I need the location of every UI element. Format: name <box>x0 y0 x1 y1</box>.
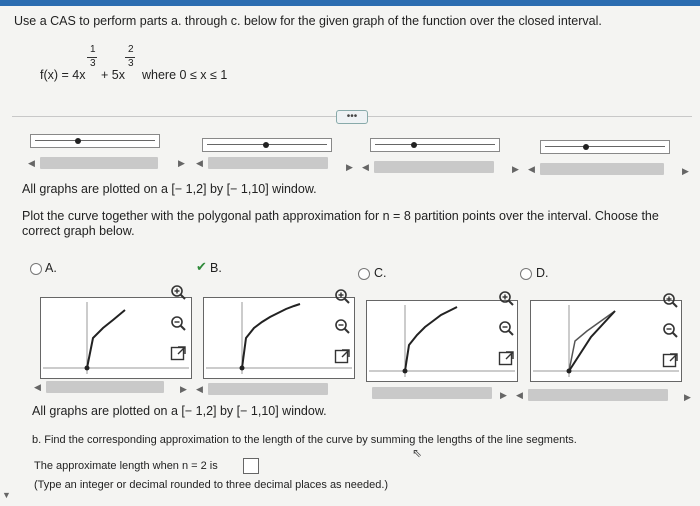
scroll-left-arrow[interactable]: ◀ <box>516 390 523 400</box>
zoom-in-icon[interactable] <box>334 288 350 304</box>
scroll-left-arrow[interactable]: ◀ <box>28 158 35 168</box>
scroll-right-arrow[interactable]: ▶ <box>682 166 689 176</box>
scrollbar-b-bottom[interactable] <box>208 383 328 395</box>
option-a-graph-plot <box>41 298 191 378</box>
mouse-pointer-icon: ⇖ <box>412 446 423 460</box>
exponent2-numerator: 2 <box>128 44 134 55</box>
scrollbar-a[interactable] <box>40 157 158 169</box>
option-b-graph-plot <box>204 298 354 378</box>
thumbnail-graph-b <box>202 138 332 152</box>
window-note-2: All graphs are plotted on a [− 1,2] by [− 1,10] window. <box>32 404 327 418</box>
scrollbar-c-bottom[interactable] <box>372 387 492 399</box>
zoom-out-icon[interactable] <box>498 320 514 336</box>
option-a-radio[interactable] <box>30 263 42 275</box>
zoom-in-icon[interactable] <box>498 290 514 306</box>
option-d-graph[interactable] <box>530 300 682 382</box>
scroll-left-arrow[interactable]: ◀ <box>196 158 203 168</box>
option-c-radio[interactable] <box>358 268 370 280</box>
zoom-out-icon[interactable] <box>662 322 678 338</box>
function-lhs: f(x) = 4x <box>40 68 86 82</box>
scroll-left-arrow[interactable]: ◀ <box>34 382 41 392</box>
option-c-graph[interactable] <box>366 300 518 382</box>
thumbnail-graph-a <box>30 134 160 148</box>
option-b-label: B. <box>210 261 222 275</box>
scrollbar-d[interactable] <box>540 163 664 175</box>
answer-hint: (Type an integer or decimal rounded to three decimal places as needed.) <box>34 479 389 491</box>
scroll-right-arrow[interactable]: ▶ <box>178 158 185 168</box>
option-c-graph-plot <box>367 301 517 381</box>
scroll-right-arrow[interactable]: ▶ <box>512 164 519 174</box>
exponent1-denominator: 3 <box>90 58 96 69</box>
scroll-left-arrow[interactable]: ◀ <box>528 164 535 174</box>
scroll-right-arrow[interactable]: ▶ <box>346 162 353 172</box>
option-a-label: A. <box>45 261 57 275</box>
scrollbar-a-bottom[interactable] <box>46 381 164 393</box>
answer-input[interactable] <box>243 458 259 474</box>
option-d-label: D. <box>536 266 549 280</box>
scroll-right-arrow[interactable]: ▶ <box>500 390 507 400</box>
option-d-graph-plot <box>531 301 681 381</box>
scroll-right-arrow[interactable]: ▶ <box>684 392 691 402</box>
thumbnail-graph-d <box>540 140 670 154</box>
scroll-left-arrow[interactable]: ◀ <box>196 384 203 394</box>
scroll-right-arrow[interactable]: ▶ <box>180 384 187 394</box>
expand-graph-icon[interactable] <box>170 345 186 361</box>
scrollbar-d-bottom[interactable] <box>528 389 668 401</box>
zoom-in-icon[interactable] <box>662 292 678 308</box>
expand-graph-icon[interactable] <box>334 348 350 364</box>
function-domain: where 0 ≤ x ≤ 1 <box>142 68 228 82</box>
zoom-out-icon[interactable] <box>170 315 186 331</box>
option-a-graph[interactable] <box>40 297 192 379</box>
top-accent-bar <box>0 0 700 6</box>
plot-instruction: Plot the curve together with the polygonal path approximation for n = 8 partition points over the interval. Choose the correct graph below. <box>22 209 659 238</box>
option-c-label: C. <box>374 266 387 280</box>
expand-graph-icon[interactable] <box>662 352 678 368</box>
window-note: All graphs are plotted on a [− 1,2] by [− 1,10] window. <box>22 182 317 196</box>
part-b-instruction: b. Find the corresponding approximation to the length of the curve by summing the lengths of the line segments. <box>32 434 577 446</box>
question-instruction: Use a CAS to perform parts a. through c. below for the given graph of the function over the closed interval. <box>14 14 602 28</box>
expand-graph-icon[interactable] <box>498 350 514 366</box>
expand-more-button[interactable]: ••• <box>336 110 368 124</box>
option-b-graph[interactable] <box>203 297 355 379</box>
function-term2: + 5x <box>101 68 125 82</box>
option-b-selected-check-icon[interactable]: ✔ <box>196 259 207 274</box>
zoom-out-icon[interactable] <box>334 318 350 334</box>
exponent2-denominator: 3 <box>128 58 134 69</box>
thumbnail-graph-c <box>370 138 500 152</box>
zoom-in-icon[interactable] <box>170 284 186 300</box>
scroll-left-arrow[interactable]: ◀ <box>362 162 369 172</box>
exponent1-numerator: 1 <box>90 44 96 55</box>
scrollbar-c[interactable] <box>374 161 494 173</box>
scrollbar-b[interactable] <box>208 157 328 169</box>
answer-prompt: The approximate length when n = 2 is <box>34 460 218 472</box>
page-scroll-down-icon[interactable]: ▼ <box>2 490 11 500</box>
option-d-radio[interactable] <box>520 268 532 280</box>
